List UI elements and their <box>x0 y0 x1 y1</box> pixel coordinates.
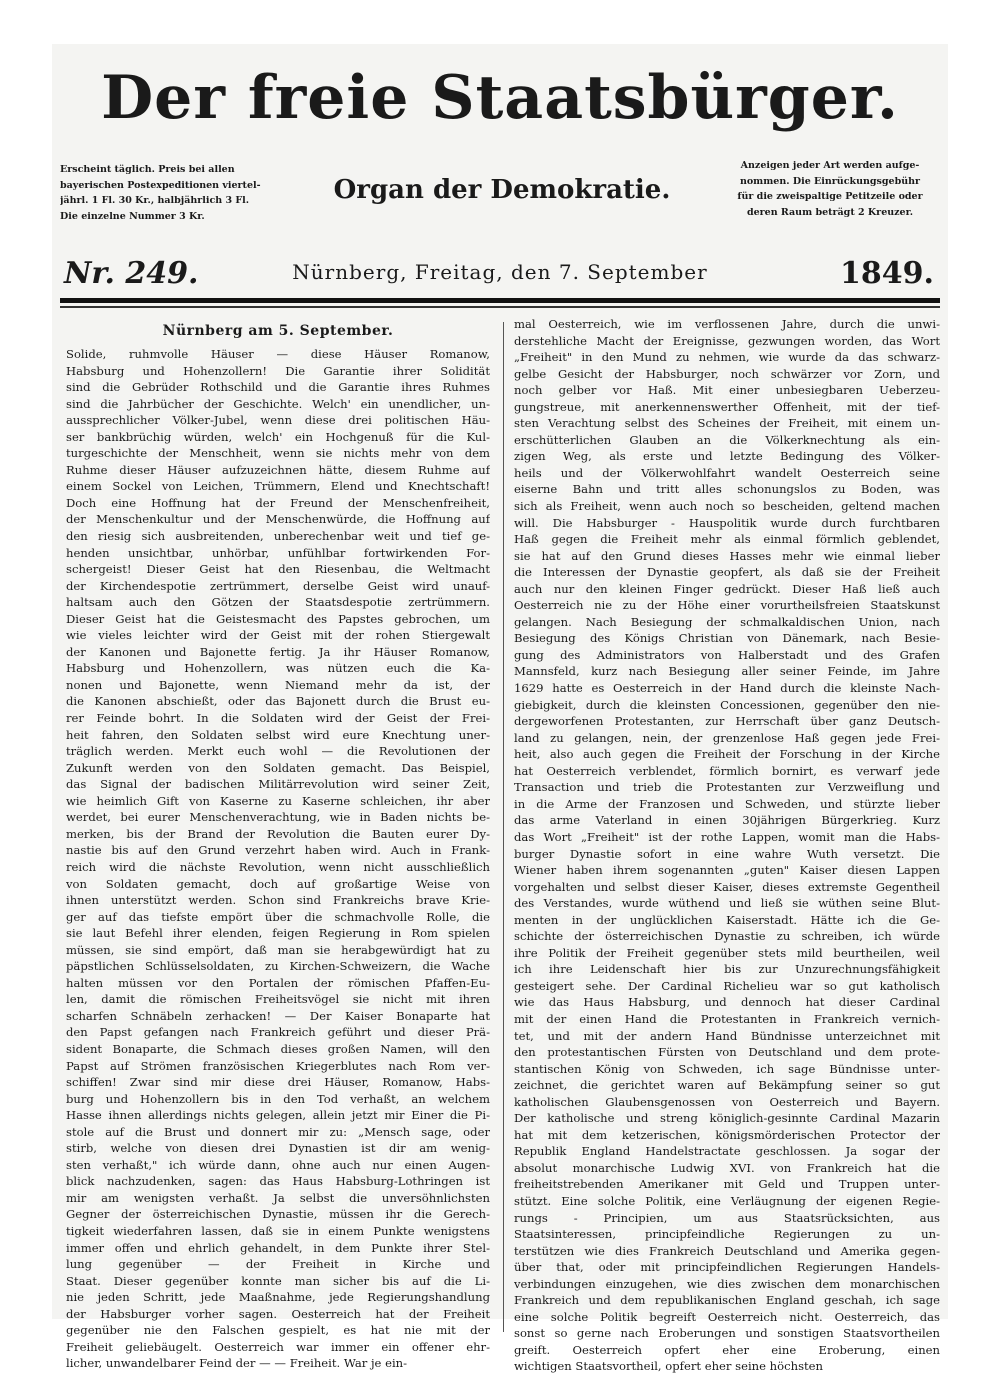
article-line: menten in der unglücklichen Kaiserstadt. Hätte ich die Ge- <box>514 912 940 927</box>
article-line: hat Oesterreich verblendet, förmlich bornirt, es verwarf jede <box>514 763 940 778</box>
article-line: werdet, bei eurer Menschenverachtung, wie in Baden nichts be- <box>66 810 490 825</box>
article-column-left <box>66 320 490 1372</box>
article-line: Doch eine Hoffnung hat der Freund der Menschenfreiheit, <box>66 495 490 510</box>
column-divider <box>503 322 504 1332</box>
article-line: scharfen Schnäbeln zerhacken! — Der Kaiser Bonaparte hat <box>66 1008 490 1023</box>
article-line: henden unsichtbar, unhörbar, unfühlbar fortwirkenden For- <box>66 545 490 560</box>
article-line: die Interessen der Dynastie geopfert, als daß sie der Freiheit <box>514 565 940 580</box>
article-line: gungstreue, mit anerkennenswerther Offenheit, mit der tief- <box>514 399 940 414</box>
advertisement-info-line: deren Raum beträgt 2 Kreuzer. <box>746 206 914 218</box>
article-line: erschütterlichen Glauben an die Völkerknechtung als ein- <box>514 432 940 447</box>
article-line: sten Verachtung selbst des Scheines der Freiheit, mit einem un- <box>514 416 940 431</box>
issue-number: Nr. 249. <box>64 256 199 291</box>
article-line: Ruhme dieser Häuser aufzuzeichnen hätte, diesem Ruhme auf <box>66 462 490 477</box>
article-line: sonst so gerne nach Eroberungen und sonstigen Staatsvortheilen <box>514 1326 940 1341</box>
article-line: immer offen und ehrlich gehandelt, in dem Punkte ihrer Stel- <box>66 1240 490 1255</box>
article-line: gung des Administrators von Halberstadt und des Grafen <box>514 647 940 662</box>
article-line: stantischen König von Schweden, ich sage Bündnisse unter- <box>514 1061 940 1076</box>
article-line: die Kanonen abschießt, oder das Bajonett durch die Brust eu- <box>66 694 490 709</box>
article-line: katholischen Glaubensgenossen von Oesterreich und Bayern. <box>514 1094 940 1109</box>
article-line: licher, unwandelbarer Feind der — — Freiheit. War je ein- <box>66 1356 408 1371</box>
article-line: tigkeit wiederfahren lassen, daß sie in einem Punkte wenigstens <box>66 1223 490 1238</box>
article-line: sie hat auf den Grund dieses Hasses mehr wie einmal lieber <box>514 548 940 563</box>
article-line: schergeist! Dieser Geist hat den Riesenbau, die Weltmacht <box>66 562 490 577</box>
article-line: über that, oder mit principfeindlichen Regierungen Handels- <box>514 1260 940 1275</box>
article-line: turgeschichte der Menschheit, wenn sie nichts mehr von dem <box>66 446 490 461</box>
article-line: Staat. Dieser gegenüber konnte man sicher bis auf die Li- <box>66 1273 490 1288</box>
article-line: 1629 hatte es Oesterreich in der Hand durch die kleinste Nach- <box>514 681 940 696</box>
article-line: lung gegenüber — der Freiheit in Kirche und <box>66 1257 490 1272</box>
place-date: Nürnberg, Freitag, den 7. September <box>292 260 708 284</box>
article-line: von Soldaten gemacht, doch auf großartige Weise von <box>66 876 490 891</box>
article-line: sten verhaßt," ich würde dann, ohne auch nur einen Augen- <box>66 1157 490 1172</box>
article-line: wichtigen Staatsvortheil, opfert eher seine höchsten <box>514 1359 824 1374</box>
article-line: Staatsinteressen, principfeindliche Regierungen zu un- <box>514 1227 940 1242</box>
article-line: eiserne Bahn und tritt alles schonungslos zu Boden, was <box>514 482 940 497</box>
article-line: „Freiheit" in den Mund zu nehmen, wie wurde da das schwarz- <box>514 350 940 365</box>
article-line: Oesterreich nie zu der Höhe einer vorurtheilsfreien Staatskunst <box>514 598 940 613</box>
article-line: eine solche Politik begreift Oesterreich nicht. Oesterreich, das <box>514 1309 940 1324</box>
article-line: des Verstandes, wurde wüthend und ließ sie wüthen seine Blut- <box>514 896 940 911</box>
article-line: der Habsburger vorher sagen. Oesterreich hat der Freiheit <box>66 1306 490 1321</box>
masthead-subtitle: Organ der Demokratie. <box>333 175 671 205</box>
header-rule-thin <box>60 306 940 308</box>
article-line: tet, und mit der andern Hand Bündnisse unterzeichnet mit <box>514 1028 940 1043</box>
article-line: Der katholische und streng königlich-gesinnte Cardinal Mazarin <box>514 1111 940 1126</box>
advertisement-info-line: nommen. Die Einrückungsgebühr <box>739 175 921 187</box>
article-line: freiheitstrebenden Amerikaner mit Geld und Truppen unter- <box>514 1177 940 1192</box>
article-line: len, damit die römischen Freiheitsvögel sie nicht mit ihren <box>66 992 490 1007</box>
article-line: Wiener haben ihrem sogenannten „guten" Kaiser diesen Lappen <box>514 863 940 878</box>
article-line: rungs - Principien, um aus Staatsrücksichten, aus <box>514 1210 940 1225</box>
article-line: ihre Politik der Freiheit gegenüber stets mild beurtheilen, weil <box>514 945 940 960</box>
article-line: schichte der österreichischen Dynastie zu schreiben, ich würde <box>514 929 940 944</box>
article-line: dergeworfenen Protestanten, zur Herrschaft über ganz Deutsch- <box>514 714 940 729</box>
article-line: mir am wenigsten verhaßt. Ja selbst die unversöhnlichsten <box>66 1190 490 1205</box>
article-line: verbindungen einzugehen, wie dies zwischen dem monarchischen <box>514 1276 940 1291</box>
article-line: wie das Haus Habsburg, und dennoch hat dieser Cardinal <box>514 995 940 1010</box>
article-line: auch nur den kleinen Finger gedrückt. Dieser Haß ließ auch <box>514 581 940 596</box>
article-line: Papst auf Strömen französischen Kriegerblutes nach Rom ver- <box>66 1058 490 1073</box>
article-line: den riesig sich ausbreitenden, unberechenbar weit und tief ge- <box>66 529 490 544</box>
article-line: ich ihre Leidenschaft hier bis zur Unzurechnungsfähigkeit <box>514 962 940 977</box>
article-line: Gegner der österreichischen Dynastie, müssen ihr die Gerech- <box>66 1207 490 1222</box>
article-line: zeichnet, die gerichtet waren auf Bekämpfung seiner so gut <box>514 1078 940 1093</box>
article-line: zigen Weg, als erste und letzte Bedingung des Völker- <box>514 449 940 464</box>
article-line: aussprechlicher Völker-Jubel, wenn diese drei politischen Häu- <box>66 413 490 428</box>
article-line: reich wird die nächste Revolution, wenn nicht ausschließlich <box>66 859 490 874</box>
article-line: hat mit dem ketzerischen, königsmörderischen Protector der <box>514 1127 940 1142</box>
article-heading: Nürnberg am 5. September. <box>162 323 394 339</box>
article-line: absolut monarchische Ludwig XVI. von Frankreich hat die <box>514 1160 940 1175</box>
article-line: nastie bis auf den Grund verzehrt haben wird. Auch in Frank- <box>66 843 490 858</box>
article-line: den Papst gefangen nach Frankreich geführt und dieser Prä- <box>66 1025 490 1040</box>
subscription-info-line: jährl. 1 Fl. 30 Kr., halbjährlich 3 Fl. <box>60 195 250 206</box>
article-line: heit, also auch gegen die Freiheit der Forschung in der Kirche <box>514 747 940 762</box>
article-line: sich als Freiheit, wenn auch noch so bescheiden, geltend machen <box>514 499 940 514</box>
article-line: der Kanonen und Bajonette fertig. Ja ihr Häuser Romanow, <box>66 644 490 659</box>
article-right-text <box>514 316 940 1375</box>
article-line: burg und Hohenzollern bis in den Tod verhaßt, an welchem <box>66 1091 490 1106</box>
article-line: Hasse ihnen allerdings nichts gelegen, allein jetzt mir Einer die Pi- <box>66 1108 490 1123</box>
article-line: heit fahren, den Soldaten selbst wird eure Knechtung uner- <box>66 727 490 742</box>
article-line: mit der einen Hand die Protestanten in Frankreich vernich- <box>514 1011 940 1026</box>
article-line: Besiegung des Königs Christian von Dänemark, nach Besie- <box>514 631 940 646</box>
article-line: merken, bis der Brand der Revolution die Bauten eurer Dy- <box>66 826 490 841</box>
article-line: gelbe Gesicht der Habsburger, noch schwärzer vor Zorn, und <box>514 366 940 381</box>
article-line: der Menschenkultur und der Menschenwürde, die Hoffnung auf <box>66 512 490 527</box>
subscription-info-line: Erscheint täglich. Preis bei allen <box>60 164 235 175</box>
article-line: burger Dynastie sofort in eine wahre Wuth versetzt. Die <box>514 846 940 861</box>
article-line: sind die Gebrüder Rothschild und die Garantie ihres Ruhmes <box>66 380 490 395</box>
article-line: ihnen unterstützt werden. Schon sind Frankreichs brave Krie- <box>66 893 490 908</box>
article-line: halten müssen vor den Portalen der römischen Pfaffen-Eu- <box>66 975 490 990</box>
article-line: noch gelber vor Haß. Mit einer unbesiegbaren Ueberzeu- <box>514 383 940 398</box>
article-line: Zukunft werden von den Soldaten gemacht. Das Beispiel, <box>66 760 490 775</box>
subscription-info-line: bayerischen Postexpeditionen viertel- <box>60 179 261 191</box>
article-line: das Wort „Freiheit" ist der rothe Lappen, womit man die Habs- <box>514 829 940 844</box>
advertisement-info <box>714 158 946 220</box>
article-line: Frankreich und dem republikanischen England geschah, ich sage <box>514 1293 940 1308</box>
article-line: Republik England Handelstractate geschlossen. Ja sogar der <box>514 1144 940 1159</box>
article-line: nonen und Bajonette, wenn Niemand mehr da ist, der <box>66 677 490 692</box>
article-line: gegenüber nie den Falschen gespielt, es hat nie mit der <box>66 1323 490 1338</box>
article-line: wie vieles leichter wird der Geist mit der rohen Stiergewalt <box>66 628 490 643</box>
article-line: Habsburg und Hohenzollern, was nützen euch die Ka- <box>66 661 490 676</box>
article-line: gesteigert sehe. Der Cardinal Richelieu war so gut katholisch <box>514 978 940 993</box>
article-line: das arme Vaterland in einen 30jährigen Bürgerkrieg. Kurz <box>514 813 940 828</box>
advertisement-info-line: für die zweispaltige Petitzeile oder <box>737 191 923 202</box>
article-line: giebigkeit, durch die kleinsten Concessionen, gegenüber den nie- <box>514 697 940 712</box>
article-line: nie jeden Schritt, jede Maaßnahme, jede Regierungshandlung <box>66 1290 490 1305</box>
article-line: blick nachzudenken, sagen: das Haus Habsburg-Lothringen ist <box>66 1174 490 1189</box>
article-line: träglich werden. Merkt euch wohl — die Revolutionen der <box>66 744 490 759</box>
article-line: einem Sockel von Leichen, Trümmern, Elend und Knechtschaft! <box>66 479 490 494</box>
article-line: schiffen! Zwar sind mir diese drei Häuser, Romanow, Habs- <box>66 1075 490 1090</box>
article-column-right <box>514 316 940 1375</box>
subscription-info <box>60 162 290 224</box>
article-line: Freiheit geliebäugelt. Oesterreich war immer ein offener ehr- <box>66 1339 490 1354</box>
article-left-text <box>66 346 490 1372</box>
article-line: Haß gegen die Freiheit mehr als einmal förmlich geblendet, <box>514 532 940 547</box>
article-line: will. Die Habsburger - Hauspolitik wurde durch furchtbaren <box>514 515 940 530</box>
subscription-info-line: Die einzelne Nummer 3 Kr. <box>60 210 205 222</box>
article-line: stole auf die Brust und donnert mir zu: „Mensch sage, oder <box>66 1124 490 1139</box>
article-line: den protestantischen Fürsten von Deutschland und dem prote- <box>514 1045 940 1060</box>
article-line: Transaction und trieb die Protestanten zur Verzweiflung und <box>514 780 940 795</box>
article-line: haltsam auch den Götzen der Staatsdespotie zertrümmern. <box>66 595 490 610</box>
article-line: Solide, ruhmvolle Häuser — diese Häuser Romanow, <box>66 347 490 361</box>
article-line: greift. Oesterreich opfert eher eine Eroberung, einen <box>514 1342 940 1357</box>
article-line: in die Arme der Franzosen und Schweden, und stürzte lieber <box>514 796 940 811</box>
article-line: das Signal der badischen Militärrevolution wird seiner Zeit, <box>66 777 490 792</box>
masthead-title: Der freie Staatsbürger. <box>101 63 899 133</box>
article-line: derstehliche Macht der Ereignisse, gezwungen worden, das Wort <box>514 333 940 348</box>
header-rule-thick <box>60 298 940 303</box>
article-line: päpstlichen Schlüsselsoldaten, zu Kirchen-Schweizern, die Wache <box>66 959 490 974</box>
dateline <box>52 254 948 294</box>
article-line: vorgehalten und selbst dieser Kaiser, dieses extremste Gegentheil <box>514 879 940 894</box>
article-line: wie heimlich Gift von Kaserne zu Kaserne schleichen, ihr aber <box>66 793 490 808</box>
article-line: sind die Jahrbücher der Geschichte. Welch' ein unendlicher, un- <box>66 396 490 411</box>
article-line: rer Feinde bohrt. In die Soldaten wird der Geist der Frei- <box>66 711 490 726</box>
article-line: stirb, welche von diesen drei Dynastien ist dir am wenig- <box>66 1141 490 1156</box>
article-line: terstützen wie dies Frankreich Deutschland und Amerika gegen- <box>514 1243 940 1258</box>
newspaper-page <box>52 44 948 1374</box>
article-line: Mannsfeld, kurz nach Besiegung aller seiner Feinde, im Jahre <box>514 664 940 679</box>
article-line: sie laut Befehl ihrer elenden, feigen Regierung in Rom spielen <box>66 926 490 941</box>
article-line: sident Bonaparte, die Schmach dieses großen Namen, will den <box>66 1041 490 1056</box>
article-line: mal Oesterreich, wie im verflossenen Jahre, durch die unwi- <box>514 317 940 331</box>
publication-year: 1849. <box>840 256 934 291</box>
article-line: heils und der Völkerwohlfahrt wandelt Oesterreich seine <box>514 465 940 480</box>
article-line: Habsburg und Hohenzollern! Die Garantie ihrer Solidität <box>66 363 490 378</box>
article-line: der Kirchendespotie zertrümmert, derselbe Geist wird unauf- <box>66 578 490 593</box>
advertisement-info-line: Anzeigen jeder Art werden aufge- <box>740 160 920 171</box>
article-line: müssen, sie sind empört, daß man sie herabgewürdigt hat zu <box>66 942 490 957</box>
article-line: land zu gelangen, nein, der grenzenlose Haß gegen jede Frei- <box>514 730 940 745</box>
article-line: gelangen. Nach Besiegung der schmalkaldischen Union, nach <box>514 614 940 629</box>
article-line: stützt. Eine solche Politik, eine Verläugnung der eigenen Regie- <box>514 1193 940 1208</box>
article-line: Dieser Geist hat die Geistesmacht des Papstes gebrochen, um <box>66 611 490 626</box>
article-line: ger auf das tiefste empört über die schmachvolle Rolle, die <box>66 909 490 924</box>
article-line: ser bankbrüchig würden, welch' ein Hochgenuß für die Kul- <box>66 429 490 444</box>
